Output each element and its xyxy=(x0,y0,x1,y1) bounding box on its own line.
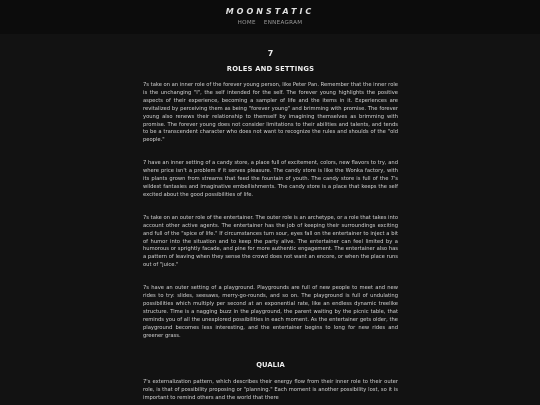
paragraph-outer-role: 7s take on an outer role of the entertainer. The outer role is an archetype, or a role that takes into account other active agents. The entertainer has the job of keeping their surroundings exciting and full of the "spice of life." If circumstances turn sour, eyes fall on the entertainer to inject a bit of humor into the situation and to keep the party alive. The entertainer can feel limited by a humorous or sprightly facade, and pine for more authentic engagement. The entertainer also has a pattern of leaving when they sense the crowd does not want an encore, or when the place runs out of "juice." xyxy=(143,214,398,269)
site-header xyxy=(0,0,540,34)
nav-item-home[interactable]: HOME xyxy=(237,20,256,26)
paragraph-qualia: 7's externalization pattern, which describes their energy flow from their inner role to their outer role, is that of possibility proposing or "planning." Each moment is another possibility lost, so it is important to remind others and the world that there xyxy=(143,379,398,402)
paragraph-inner-setting: 7 have an inner setting of a candy store, a place full of excitement, colors, new flavors to try, and where price isn't a problem if it serves pleasure. The candy store is like the Wonka factory, with its plants grown from streams that feed the fountain of youth. The candy store is full of the 7's wildest fantasies and imaginative embellishments. The candy store is a place that keeps the self excited about the good possibilities of life. xyxy=(143,160,398,198)
section-title-qualia: QUALIA xyxy=(256,361,285,370)
section-title-roles: ROLES AND SETTINGS xyxy=(226,65,315,73)
nav-item-enneagram[interactable]: ENNEAGRAM xyxy=(263,20,303,26)
site-logo[interactable]: MOONSTATIC xyxy=(225,7,315,16)
paragraph-inner-role: 7s take on an inner role of the forever young person, like Peter Pan. Remember that the inner role is the unchanging "I", the self intended for the self. The forever young highlights the positive aspects of their experience, becoming a sampler of life and the items in it. Experiences are revitalized by perceiving them as being "forever young" and brimming with promise. The forever young also renews their relationship to themself by imagining themselves as brimming with promise. The forever young does not consider limitations to their abilities and talents, and tends to be a transcendent character who does not want to recognize the rules and shoulds of the "old people." xyxy=(143,82,398,144)
main-nav xyxy=(0,20,540,26)
paragraph-outer-setting: 7s have an outer setting of a playground. Playgrounds are full of new people to meet and new rides to try: slides, seesaws, merry-go-rounds, and so on. The playground is full of undulating possibilities which multiply per second at an exponential rate, like an endless dynamic treelike structure. Time is a nagging buzz in the playground, the parent waiting by the picnic table, that reminds you of all the unexplored possibilities in each moment. As the entertainer gets older, the playground becomes less interesting, and the entertainer begins to long for new rides and greener grass. xyxy=(143,285,398,339)
article-content xyxy=(143,49,398,405)
type-number: 7 xyxy=(267,49,274,58)
